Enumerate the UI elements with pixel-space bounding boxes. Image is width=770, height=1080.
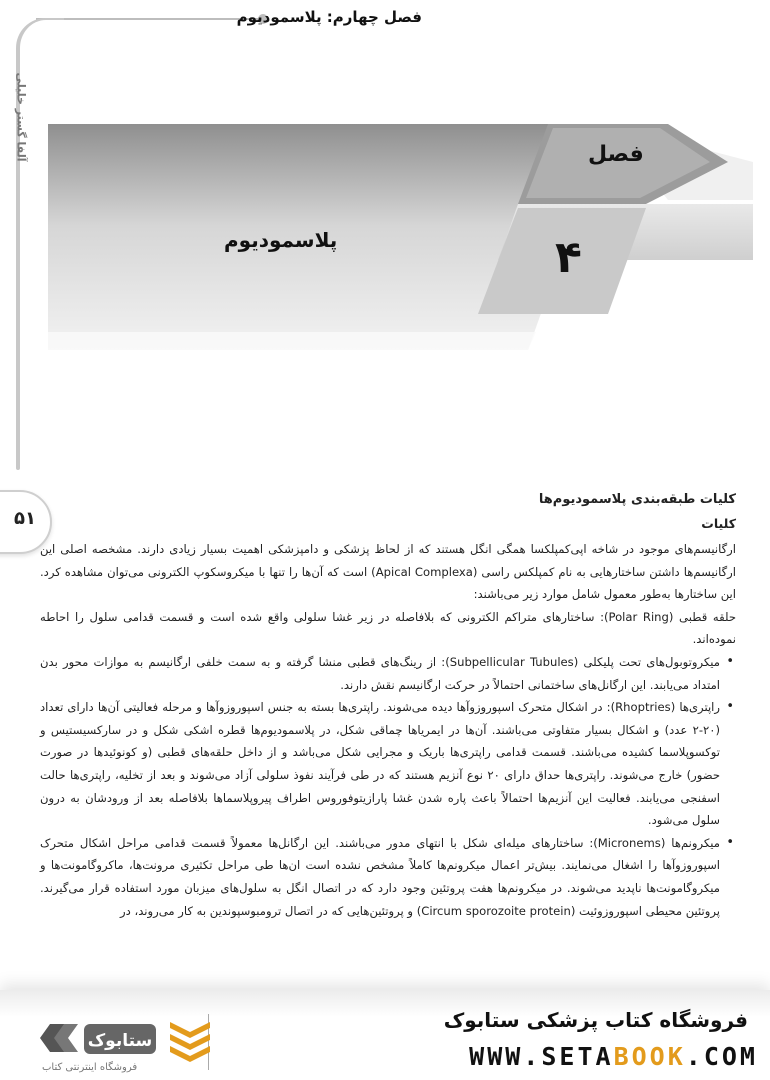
- book-stack-icon: [170, 1022, 210, 1062]
- logo-chevron-icon: [40, 1024, 78, 1052]
- chapter-header: فصل چهارم: پلاسمودیوم: [236, 8, 422, 26]
- logo-wordmark: ستابوک: [87, 1031, 153, 1051]
- list-item: • میکروتوبول‌های تحت پلیکلی (Subpellicular Tubules): از رینگ‌های قطبی منشا گرفته و به سمت خلفی ارگانیسم به موازات محور بدن امتداد می‌یابند. این ارگانل‌های ساختمانی احتمالاً در حرکت ارگانیسم نقش دارند.: [40, 651, 720, 696]
- polar-ring-paragraph: حلقه قطبی (Polar Ring): ساختارهای متراکم الکترونی که بلافاصله در زیر غشا سلولی واقع شده است و قسمت قدامی سلول را احاطه نموده‌اند.: [40, 609, 736, 647]
- url-highlight: BOOK: [613, 1042, 686, 1071]
- margin-vertical-text: آلفا گستر خلیلی: [14, 72, 28, 162]
- banner-fasl-label: فصل: [588, 142, 644, 167]
- feature-list: [40, 651, 736, 922]
- banner-bottom-shine: [48, 332, 536, 350]
- chapter-banner: [48, 100, 758, 360]
- section-title: کلیات طبقه‌بندی پلاسمودیوم‌ها: [538, 492, 736, 507]
- list-item: • میکرونم‌ها (Micronems): ساختارهای میله‌ای شکل با انتهای مدور می‌باشند. این ارگانل‌ها معمولاً قسمت قدامی مراحل اشکال متحرک اسپوروزوآها را اشغال می‌نمایند. بیش‌تر اعمال میکرونم‌ها کاملاً مشخص نشده است ان‌ها طی مراحل تکثیری مرونت‌ها، ماکروگامونت‌ها و میکروگامونت‌ها ناپدید می‌شوند. در میکرونم‌ها هفت پروتئین وجود دارد که در اتصال انگل به سلول‌های میزبان مورد استفاده قرار می‌گیرند. پروتئین محیطی اسپوروزوئیت (Circum sporozoite protein) و پروتئین‌هایی که در اتصال ترومبوسپوندین به کار می‌روند، در: [40, 832, 720, 922]
- subsection-title: کلیات: [701, 516, 736, 531]
- margin-corner: [16, 18, 64, 64]
- url-part2: .COM: [685, 1042, 758, 1071]
- setabook-logo: [40, 1010, 220, 1070]
- banner-title: پلاسمودیوم: [224, 228, 338, 252]
- footer-url[interactable]: [469, 1042, 758, 1071]
- header-rule: [36, 18, 264, 20]
- url-part1: WWW.SETA: [469, 1042, 614, 1071]
- banner-chapter-number: ۴: [555, 232, 582, 283]
- footer-shop-name: فروشگاه کتاب پزشکی ستابوک: [443, 1008, 748, 1032]
- intro-paragraph: ارگانیسم‌های موجود در شاخه اپی‌کمپلکسا همگی انگل هستند که از لحاظ پزشکی و دامپزشکی اهمیت بسیار زیادی دارند. مشخصه اصلی این ارگانیسم‌ها داشتن ساختارهایی به نام کمپلکس راسی (Apical Complexa) است که آن‌ها را تنها با میکروسکوپ الکترونی می‌توان مشاهده کرد. این ساختارها به‌طور معمول شامل موارد زیر می‌باشند:: [40, 542, 737, 602]
- page-content: [40, 488, 736, 922]
- page-number: ۵۱: [14, 508, 36, 529]
- logo-subtext: فروشگاه اینترنتی کتاب: [42, 1062, 138, 1073]
- list-item: • راپتری‌ها (Rhoptries): در اشکال متحرک اسپوروزوآها دیده می‌شوند. راپتری‌ها بسته به جنس اسپوروزوآها و مرحله فعالیتی آن‌ها دارای تعداد (۲۰-۲ عدد) و اشکال بسیار متفاوتی می‌باشند. آن‌ها در ایمریاها چماقی شکل، در پلاسمودیوم‌ها قطره اشکی شکل و در سارکسیستیس و توکسوپلاسما کشیده می‌باشند. قسمت قدامی راپتری‌ها باریک و مجرایی شکل می‌باشد و از داخل حلقه‌های قطبی (و کونوئیدها در صورت حضور) خارج می‌شوند. راپتری‌ها حداق دارای ۲۰ نوع آنزیم هستند که در طی فرآیند نفوذ سلولی آزاد می‌شوند و بعد از تخلیه، راپتری‌ها حالت اسفنجی می‌یابند. فعالیت این آنزیم‌ها احتمالاً باعث پاره شدن غشا پارازیتوفوروس اطراف پیروپلاسماها بلافاصله بعد از ورودشان به درون سلول می‌شود.: [40, 696, 720, 832]
